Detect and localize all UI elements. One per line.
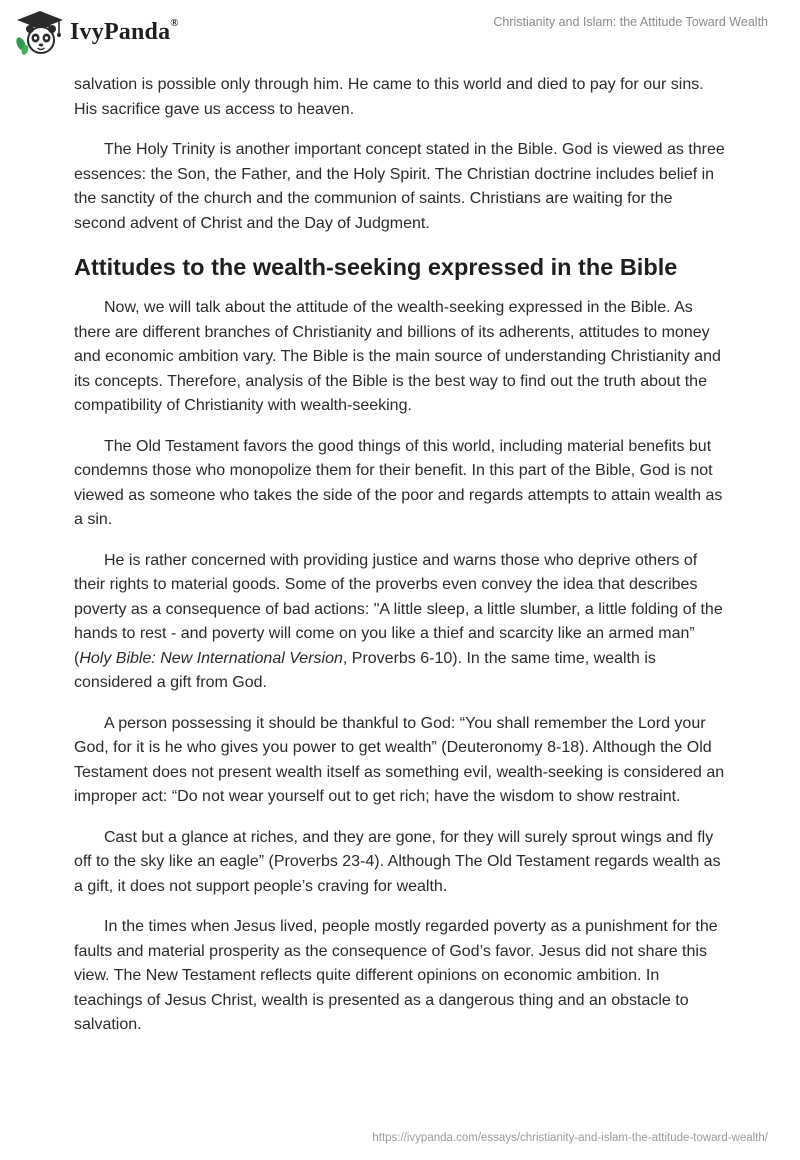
brand-name: IvyPanda® bbox=[70, 16, 179, 45]
citation-title: Holy Bible: New International Version bbox=[79, 649, 343, 667]
section-heading: Attitudes to the wealth-seeking expressed in the Bible bbox=[74, 254, 678, 280]
paragraph: A person possessing it should be thankful to God: “You shall remember the Lord your God, for it is he who gives you power to get wealth” (Deuteronomy 8-18). Although the Old Testament does not present wealth itself as something evil, wealth-seeking is considered an improper act: “Do not wear yourself out to get rich; have the wisdom to show restraint. bbox=[74, 714, 725, 805]
paragraph: The Old Testament favors the good things of this world, including material benefits but condemns those who monopolize them for their benefit. In this part of the Bible, God is not viewed as someone who takes the side of the poor and regards attempts to attain wealth as a sin. bbox=[74, 437, 723, 528]
paragraph: Cast but a glance at riches, and they are gone, for they will surely sprout wings and fly off to the sky like an eagle” (Proverbs 23-4). Although The Old Testament regards wealth as a gift, it does not support people’s craving for wealth. bbox=[74, 828, 721, 895]
page-header bbox=[0, 0, 800, 70]
paragraph: The Holy Trinity is another important concept stated in the Bible. God is viewed as three essences: the Son, the Father, and the Holy Spirit. The Christian doctrine includes belief in the sanctity of the church and the communion of saints. Christians are waiting for the second advent of Christ and the Day of Judgment. bbox=[74, 141, 725, 232]
paragraph: In the times when Jesus lived, people mostly regarded poverty as a punishment for the faults and material prosperity as the consequence of God’s favor. Jesus did not share this view. The New Testament reflects quite different opinions on economic ambition. In teachings of Jesus Christ, wealth is presented as a dangerous thing and an obstacle to salvation. bbox=[74, 918, 718, 1033]
paragraph: Now, we will talk about the attitude of the wealth-seeking expressed in the Bible. As there are different branches of Christianity and billions of its adherents, attitudes to money and economic ambition vary. The Bible is the main source of understanding Christianity and its concepts. Therefore, analysis of the Bible is the best way to find out the truth about the compatibility of Christianity with wealth-seeking. bbox=[74, 299, 721, 414]
document-title: Christianity and Islam: the Attitude Toward Wealth bbox=[493, 15, 768, 29]
paragraph-text: He is rather concerned with providing justice and warns those who deprive others of their rights to material goods. Some of the proverbs even convey the idea that describes poverty as a consequence of bad actions: "A little sleep, a little slumber, a little folding of the hands to rest - and poverty will come on you like a thief and scarcity like an armed man” ( bbox=[74, 551, 723, 667]
panda-mascot-icon bbox=[14, 8, 66, 56]
paragraph bbox=[74, 549, 726, 696]
paragraph-text: , Proverbs 6-10). In the same time, wealth is considered a gift from God. bbox=[74, 649, 656, 691]
article-body bbox=[74, 70, 726, 1054]
paragraph: salvation is possible only through him. He came to this world and died to pay for our sins. His sacrifice gave us access to heaven. bbox=[74, 76, 704, 118]
logo[interactable] bbox=[14, 8, 179, 56]
source-url[interactable]: https://ivypanda.com/essays/christianity-and-islam-the-attitude-toward-wealth/ bbox=[372, 1132, 768, 1144]
trademark: ® bbox=[170, 16, 179, 29]
